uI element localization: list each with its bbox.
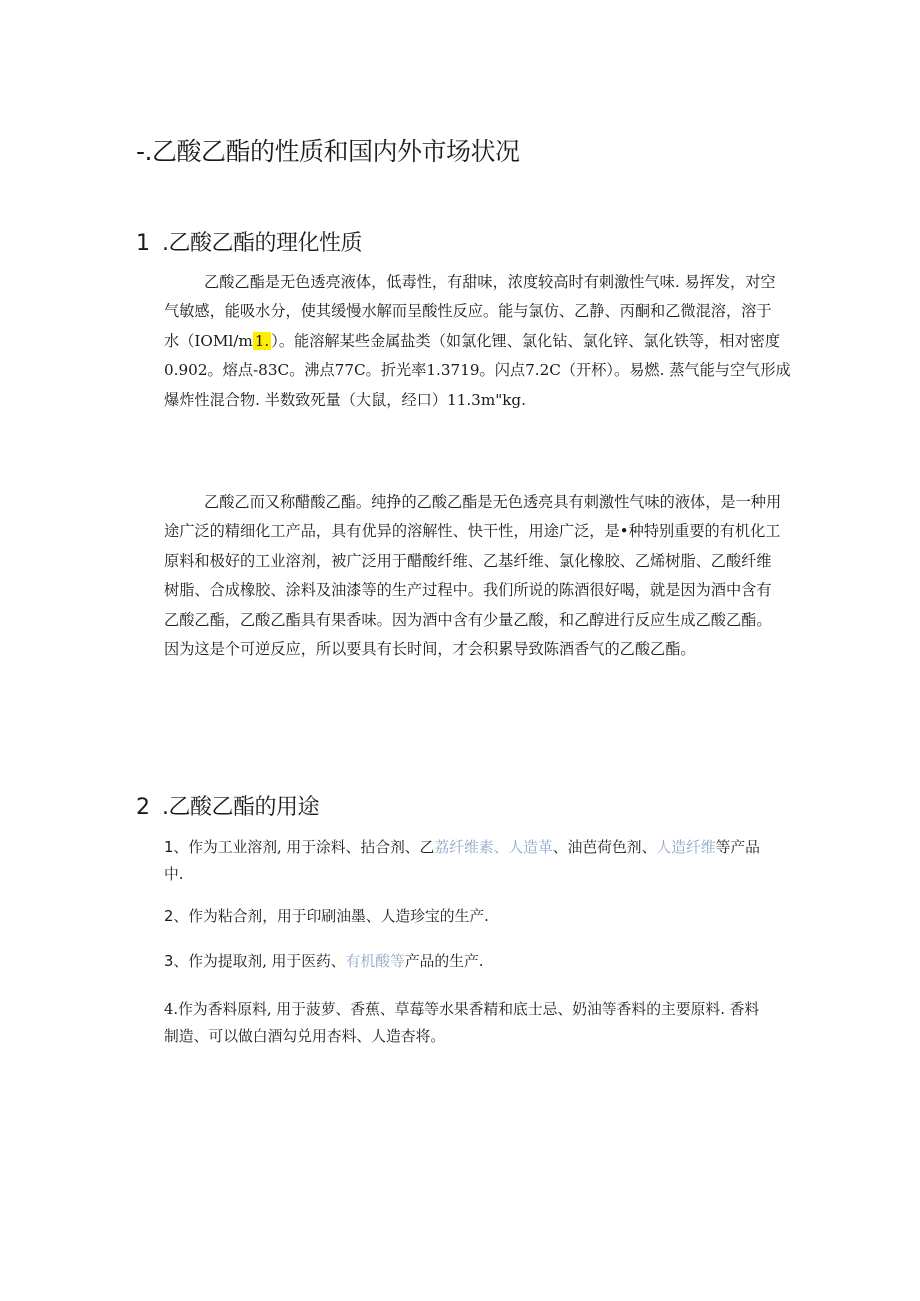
section-1-title: .乙酸乙酯的理化性质: [162, 231, 362, 256]
list-item-line: 4.作为香料原料, 用于菠萝、香蕉、草莓等水果香精和底士忌、奶油等香料的主要原料. 香料: [164, 1001, 760, 1018]
paragraph-line: 途广泛的精细化工产品，具有优异的溶解性、快干性，用途广泛，是•种特别重要的有机化工: [164, 522, 781, 541]
list-item-line: [164, 903, 786, 930]
link-organic-acid[interactable]: 有机酸等: [345, 953, 405, 970]
item-text: 等产品: [715, 839, 760, 856]
paragraph-line: 爆炸性混合物. 半数致死量（大鼠，经口）11.3m"kg.: [164, 390, 526, 409]
item-text: 产品的生产.: [404, 953, 484, 970]
section-2-heading: [136, 790, 319, 821]
section-1-heading: [136, 226, 362, 257]
paragraph-line: 0.902。熔点-83C。沸点77C。折光率1.3719。闪点7.2C（开杯）。易燃. 蒸气能与空气形成: [164, 361, 791, 380]
list-item-line: [164, 834, 786, 861]
paragraph-text: ）。能溶解某些金属盐类（如氯化锂、氯化钻、氯化锌、氯化铁等，相对密度: [271, 331, 781, 350]
use-item-4: [164, 996, 786, 1050]
paragraph-line: 乙酸乙酯是无色透亮液体，低毒性，有甜味，浓度较高时有刺激性气味. 易挥发，对空: [204, 273, 776, 291]
item-text: 、作为工业溶剂, 用于涂料、拈合剂、乙: [173, 839, 435, 856]
item-number: 3: [164, 953, 174, 970]
paragraph-line: 树脂、合成橡胶、涂料及油漆等的生产过程中。我们所说的陈酒很好喝，就是因为酒中含有: [164, 581, 772, 600]
item-text: 、油芭荷色剂、: [552, 839, 657, 856]
list-item-line: 制造、可以做白酒勾兑用杏料、人造杏将。: [164, 1028, 446, 1045]
section-2-title: .乙酸乙酯的用途: [162, 795, 319, 820]
item-number: 2: [164, 908, 174, 925]
section-2-number: 2: [136, 795, 150, 820]
paragraph-line: 因为这是个可逆反应，所以要具有长时间，才会积累导致陈酒香气的乙酸乙酯。: [164, 640, 696, 659]
use-item-3: [164, 948, 786, 975]
solubility-text: 水（IOMl/m: [164, 331, 253, 350]
section-1-number: 1: [136, 231, 150, 256]
paragraph-line: [164, 327, 786, 356]
item-text: 、作为提取剂, 用于医药、: [173, 953, 346, 970]
paragraph-line: 原料和极好的工业溶剂，被广泛用于醋酸纤维、乙基纤维、氯化橡胶、乙烯树脂、乙酸纤维: [164, 551, 772, 570]
paragraph-line: 乙酸乙酯，乙酸乙酯具有果香味。因为酒中含有少量乙酸，和乙醇进行反应生成乙酸乙酯。: [164, 610, 772, 629]
document-heading: -.乙酸乙酯的性质和国内外市场状况: [136, 137, 520, 166]
section-1-paragraph-2: [164, 488, 786, 664]
link-cellulose-leather[interactable]: 荔纤维素、人造革: [434, 839, 553, 856]
list-item-line: [164, 948, 786, 975]
list-item-line: 中.: [164, 866, 184, 883]
section-1-paragraph-1: [164, 268, 791, 415]
use-item-1: [164, 834, 786, 888]
paragraph-line: 乙酸乙而又称醋酸乙酯。纯挣的乙酸乙酯是无色透亮具有刺激性气味的液体，是一种用: [204, 493, 782, 511]
use-item-2: [164, 903, 786, 930]
item-text: 、作为粘合剂，用于印刷油墨、人造珍宝的生产.: [173, 908, 489, 925]
highlighted-value: 1.: [254, 331, 270, 350]
paragraph-line: 气敏感，能吸水分，使其缓慢水解而呈酸性反应。能与氯仿、乙静、丙酮和乙微混溶，溶于: [164, 302, 772, 321]
link-artificial-fiber[interactable]: 人造纤维: [656, 839, 716, 856]
item-number: 1: [164, 839, 174, 856]
